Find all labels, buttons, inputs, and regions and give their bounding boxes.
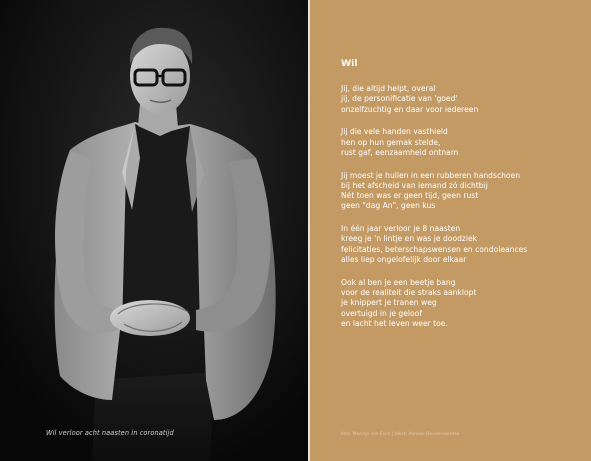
poem-line: geen "dag An", geen kus	[341, 201, 436, 211]
poem-line: en lacht het leven weer toe.	[341, 318, 448, 328]
photo-text-credits: foto: Maartje van Esch | tekst: Anneke Duivenvoorden	[341, 432, 460, 437]
stanza-2	[341, 127, 586, 158]
poem-body	[341, 84, 586, 342]
poem-line: felicitaties, beterschapswensen en condoleances	[341, 244, 528, 254]
poem-line: Jij moest je hullen in een rubberen handschoen	[341, 170, 521, 180]
poem-title: Wil	[341, 58, 358, 69]
stanza-4	[341, 224, 586, 265]
poem-line: kreeg je 'n lintje en was je doodziek	[341, 234, 478, 244]
poem-line: hen op hun gemak stelde,	[341, 137, 441, 147]
poem-line: rust gaf, eenzaamheid ontnam	[341, 147, 459, 157]
poem-page	[310, 0, 591, 461]
poem-line: In één jaar verloor je 8 naasten	[341, 224, 461, 234]
poem-line: voor de realiteit die straks aanklopt	[341, 288, 477, 298]
poem-line: overtuigd in je geloof	[341, 308, 422, 318]
poem-line: jij, de personificatie van 'goed'	[341, 94, 458, 104]
stanza-3	[341, 171, 586, 212]
poem-line: Jij die vele handen vasthield	[341, 127, 448, 137]
poem-line: Jij, die altijd helpt, overal	[341, 84, 436, 93]
poem-line: Ook al ben je een beetje bang	[341, 277, 456, 287]
poem-line: onzelfzuchtig en daar voor iedereen	[341, 104, 479, 114]
stanza-5	[341, 278, 586, 329]
poem-line: bij het afscheid van iemand zó dichtbij	[341, 180, 488, 190]
photo-caption: Wil verloor acht naasten in coronatijd	[46, 429, 174, 437]
poem-line: Nét toen was er geen tijd, geen rust	[341, 191, 479, 201]
stanza-1	[341, 84, 586, 115]
poem-line: je knippert je tranen weg	[341, 298, 437, 308]
poem-line: alles liep ongelofelijk door elkaar	[341, 255, 467, 265]
